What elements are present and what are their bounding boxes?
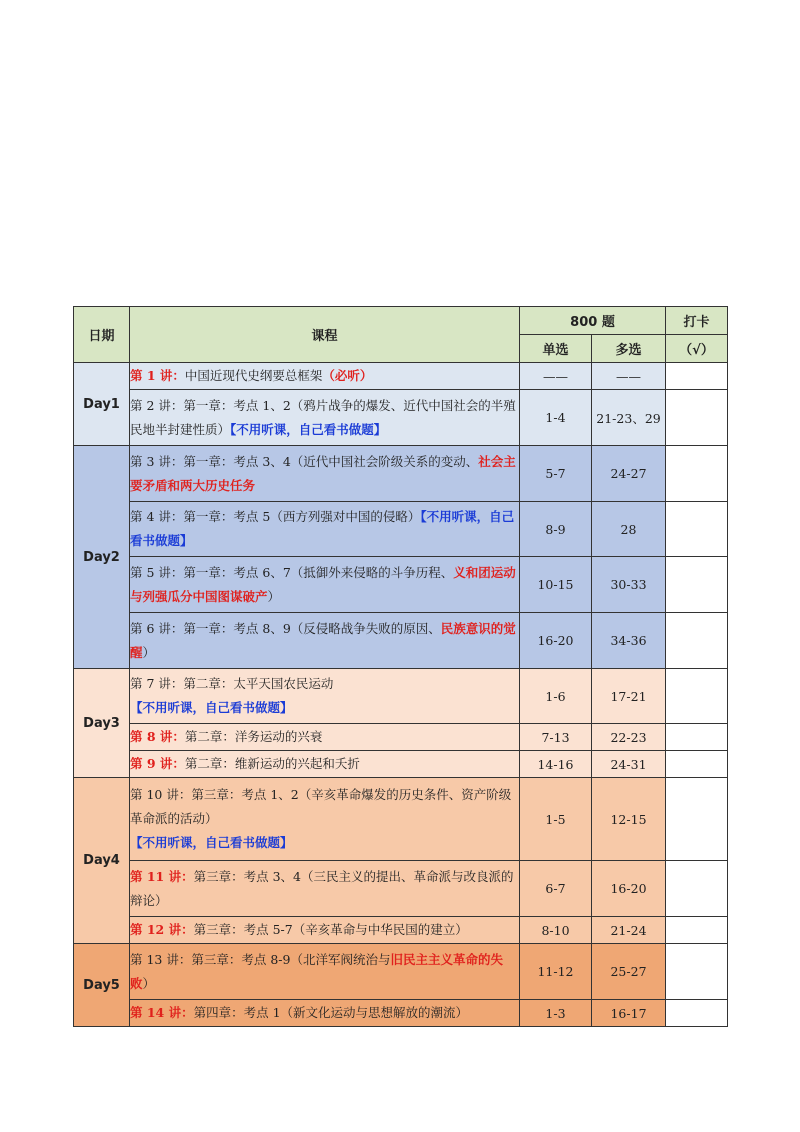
checkbox-cell[interactable] xyxy=(666,613,728,669)
course-cell: 第 6 讲：第一章：考点 8、9（反侵略战争失败的原因、民族意识的觉醒） xyxy=(130,613,520,669)
single-cell: 14-16 xyxy=(520,751,592,778)
multi-cell: 16-17 xyxy=(592,1000,666,1027)
checkbox-cell[interactable] xyxy=(666,944,728,1000)
checkbox-cell[interactable] xyxy=(666,861,728,917)
single-cell: 6-7 xyxy=(520,861,592,917)
course-cell: 第 11 讲：第三章：考点 3、4（三民主义的提出、革命派与改良派的辩论） xyxy=(130,861,520,917)
multi-cell: 21-23、29 xyxy=(592,390,666,446)
course-cell: 第 4 讲：第一章：考点 5（西方列强对中国的侵略）【不用听课，自己看书做题】 xyxy=(130,502,520,557)
single-cell: 5-7 xyxy=(520,446,592,502)
course-cell: 第 2 讲：第一章：考点 1、2（鸦片战争的爆发、近代中国社会的半殖民地半封建性质）【不用听课，自己看书做题】 xyxy=(130,390,520,446)
checkbox-cell[interactable] xyxy=(666,751,728,778)
course-cell: 第 5 讲：第一章：考点 6、7（抵御外来侵略的斗争历程、义和团运动与列强瓜分中国图谋破产） xyxy=(130,557,520,613)
multi-cell: —— xyxy=(592,363,666,390)
multi-cell: 16-20 xyxy=(592,861,666,917)
multi-cell: 12-15 xyxy=(592,778,666,861)
checkbox-cell[interactable] xyxy=(666,363,728,390)
multi-cell: 24-27 xyxy=(592,446,666,502)
header-800: 800 题 xyxy=(520,307,666,335)
single-cell: 1-4 xyxy=(520,390,592,446)
course-cell: 第 1 讲：中国近现代史纲要总框架（必听） xyxy=(130,363,520,390)
multi-cell: 21-24 xyxy=(592,917,666,944)
schedule-table xyxy=(73,306,728,1027)
day-label-3: Day3 xyxy=(74,669,130,778)
day-label-4: Day4 xyxy=(74,778,130,944)
checkbox-cell[interactable] xyxy=(666,917,728,944)
course-cell: 第 12 讲：第三章：考点 5-7（辛亥革命与中华民国的建立） xyxy=(130,917,520,944)
course-cell: 第 8 讲：第二章：洋务运动的兴衰 xyxy=(130,724,520,751)
checkbox-cell[interactable] xyxy=(666,502,728,557)
single-cell: 10-15 xyxy=(520,557,592,613)
single-cell: 1-6 xyxy=(520,669,592,724)
course-cell: 第 3 讲：第一章：考点 3、4（近代中国社会阶级关系的变动、社会主要矛盾和两大历史任务 xyxy=(130,446,520,502)
checkbox-cell[interactable] xyxy=(666,557,728,613)
single-cell: 8-10 xyxy=(520,917,592,944)
header-multi: 多选 xyxy=(592,335,666,363)
day-label-2: Day2 xyxy=(74,446,130,669)
single-cell: 7-13 xyxy=(520,724,592,751)
header-check-1: 打卡 xyxy=(666,307,728,335)
course-cell: 第 13 讲：第三章：考点 8-9（北洋军阀统治与旧民主主义革命的失败） xyxy=(130,944,520,1000)
multi-cell: 30-33 xyxy=(592,557,666,613)
single-cell: 11-12 xyxy=(520,944,592,1000)
multi-cell: 24-31 xyxy=(592,751,666,778)
multi-cell: 17-21 xyxy=(592,669,666,724)
day-label-1: Day1 xyxy=(74,363,130,446)
day-label-5: Day5 xyxy=(74,944,130,1027)
checkbox-cell[interactable] xyxy=(666,669,728,724)
checkbox-cell[interactable] xyxy=(666,1000,728,1027)
checkbox-cell[interactable] xyxy=(666,446,728,502)
course-cell: 第 9 讲：第二章：维新运动的兴起和夭折 xyxy=(130,751,520,778)
course-cell: 第 7 讲：第二章：太平天国农民运动 【不用听课，自己看书做题】 xyxy=(130,669,520,724)
checkbox-cell[interactable] xyxy=(666,390,728,446)
single-cell: 8-9 xyxy=(520,502,592,557)
single-cell: 1-3 xyxy=(520,1000,592,1027)
header-course: 课程 xyxy=(130,307,520,363)
course-cell: 第 14 讲：第四章：考点 1（新文化运动与思想解放的潮流） xyxy=(130,1000,520,1027)
course-cell: 第 10 讲：第三章：考点 1、2（辛亥革命爆发的历史条件、资产阶级革命派的活动） 【不用听课，自己看书做题】 xyxy=(130,778,520,861)
header-date: 日期 xyxy=(74,307,130,363)
multi-cell: 22-23 xyxy=(592,724,666,751)
checkbox-cell[interactable] xyxy=(666,724,728,751)
header-check-2: （√） xyxy=(666,335,728,363)
multi-cell: 34-36 xyxy=(592,613,666,669)
single-cell: 1-5 xyxy=(520,778,592,861)
single-cell: 16-20 xyxy=(520,613,592,669)
header-single: 单选 xyxy=(520,335,592,363)
multi-cell: 25-27 xyxy=(592,944,666,1000)
multi-cell: 28 xyxy=(592,502,666,557)
single-cell: —— xyxy=(520,363,592,390)
checkbox-cell[interactable] xyxy=(666,778,728,861)
